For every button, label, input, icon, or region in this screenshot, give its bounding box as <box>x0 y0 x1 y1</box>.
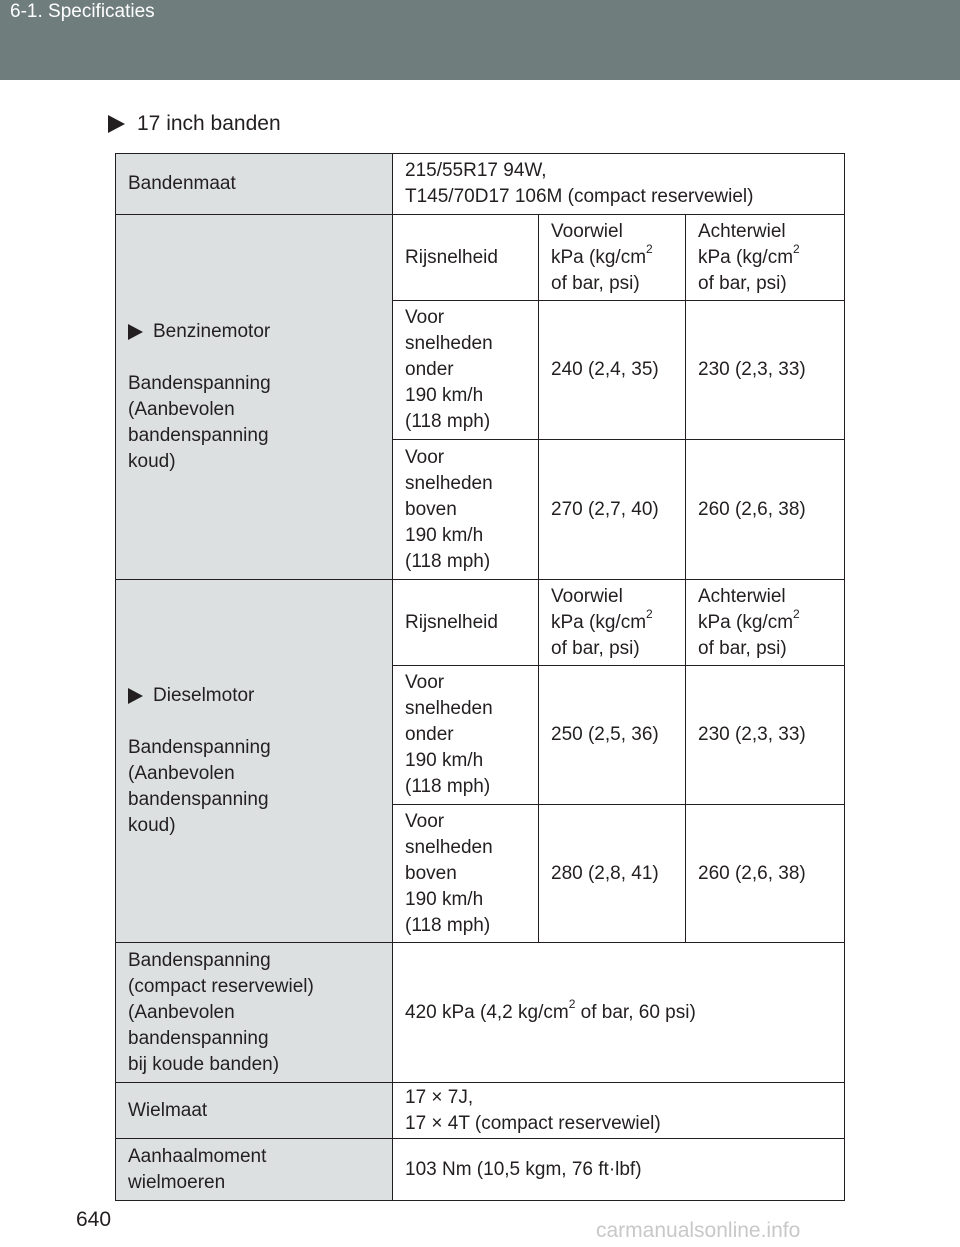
front-pressure: 270 (2,7, 40) <box>539 440 686 580</box>
tire-spec-table <box>115 153 845 1201</box>
column-header-speed: Rijsnelheid <box>393 215 539 301</box>
spare-pressure-row <box>116 943 845 1083</box>
wheel-size-row <box>116 1083 845 1139</box>
rear-pressure: 230 (2,3, 33) <box>686 666 845 805</box>
rear-pressure: 260 (2,6, 38) <box>686 440 845 580</box>
column-header-rear: Achterwiel kPa ($kg/cm^2$ of bar, psi) <box>686 215 845 301</box>
pressure-label-petrol: Benzinemotor Bandenspanning (Aanbevolen bandenspanning koud) <box>116 215 393 580</box>
section-title: 17 inch banden <box>137 112 281 135</box>
page-number: 640 <box>76 1208 112 1231</box>
pressure-label-diesel: Dieselmotor Bandenspanning (Aanbevolen bandenspanning koud) <box>116 580 393 943</box>
column-header-speed: Rijsnelheid <box>393 580 539 666</box>
triangle-bullet-icon <box>128 324 143 340</box>
tire-size-value: 215/55R17 94W, T145/70D17 106M (compact reservewiel) <box>393 154 845 215</box>
chapter-title: 6-1. Specificaties <box>10 1 155 22</box>
triangle-bullet-icon <box>108 115 125 133</box>
speed-condition: Voor snelheden onder 190 km/h (118 mph) <box>393 301 539 440</box>
front-pressure: 280 (2,8, 41) <box>539 805 686 943</box>
section-heading <box>108 112 281 136</box>
front-pressure: 250 (2,5, 36) <box>539 666 686 805</box>
torque-row <box>116 1139 845 1201</box>
watermark: carmanualsonline.info <box>596 1219 801 1242</box>
table-row <box>116 580 845 666</box>
triangle-bullet-icon <box>128 688 143 704</box>
speed-condition: Voor snelheden boven 190 km/h (118 mph) <box>393 805 539 943</box>
wheel-size-value: 17 × 7J, 17 × 4T (compact reservewiel) <box>393 1083 845 1139</box>
wheel-size-label: Wielmaat <box>116 1083 393 1139</box>
table-row <box>116 215 845 301</box>
torque-value: 103 Nm (10,5 kgm, 76 ft·lbf) <box>393 1139 845 1201</box>
spare-pressure-value: 420 kPa (4,2 $kg/cm^2$ of bar, 60 psi) <box>393 943 845 1083</box>
tire-size-row <box>116 154 845 215</box>
column-header-front: Voorwiel kPa ($kg/cm^2$ of bar, psi) <box>539 580 686 666</box>
tire-size-label: Bandenmaat <box>116 154 393 215</box>
rear-pressure: 230 (2,3, 33) <box>686 301 845 440</box>
speed-condition: Voor snelheden boven 190 km/h (118 mph) <box>393 440 539 580</box>
header-bar <box>0 0 960 80</box>
engine-label: Benzinemotor <box>153 321 271 342</box>
engine-label: Dieselmotor <box>153 685 255 706</box>
column-header-rear: Achterwiel kPa ($kg/cm^2$ of bar, psi) <box>686 580 845 666</box>
spare-pressure-label: Bandenspanning (compact reservewiel) (Aanbevolen bandenspanning bij koude banden) <box>116 943 393 1083</box>
front-pressure: 240 (2,4, 35) <box>539 301 686 440</box>
column-header-front: Voorwiel kPa ($kg/cm^2$ of bar, psi) <box>539 215 686 301</box>
torque-label: Aanhaalmoment wielmoeren <box>116 1139 393 1201</box>
speed-condition: Voor snelheden onder 190 km/h (118 mph) <box>393 666 539 805</box>
rear-pressure: 260 (2,6, 38) <box>686 805 845 943</box>
